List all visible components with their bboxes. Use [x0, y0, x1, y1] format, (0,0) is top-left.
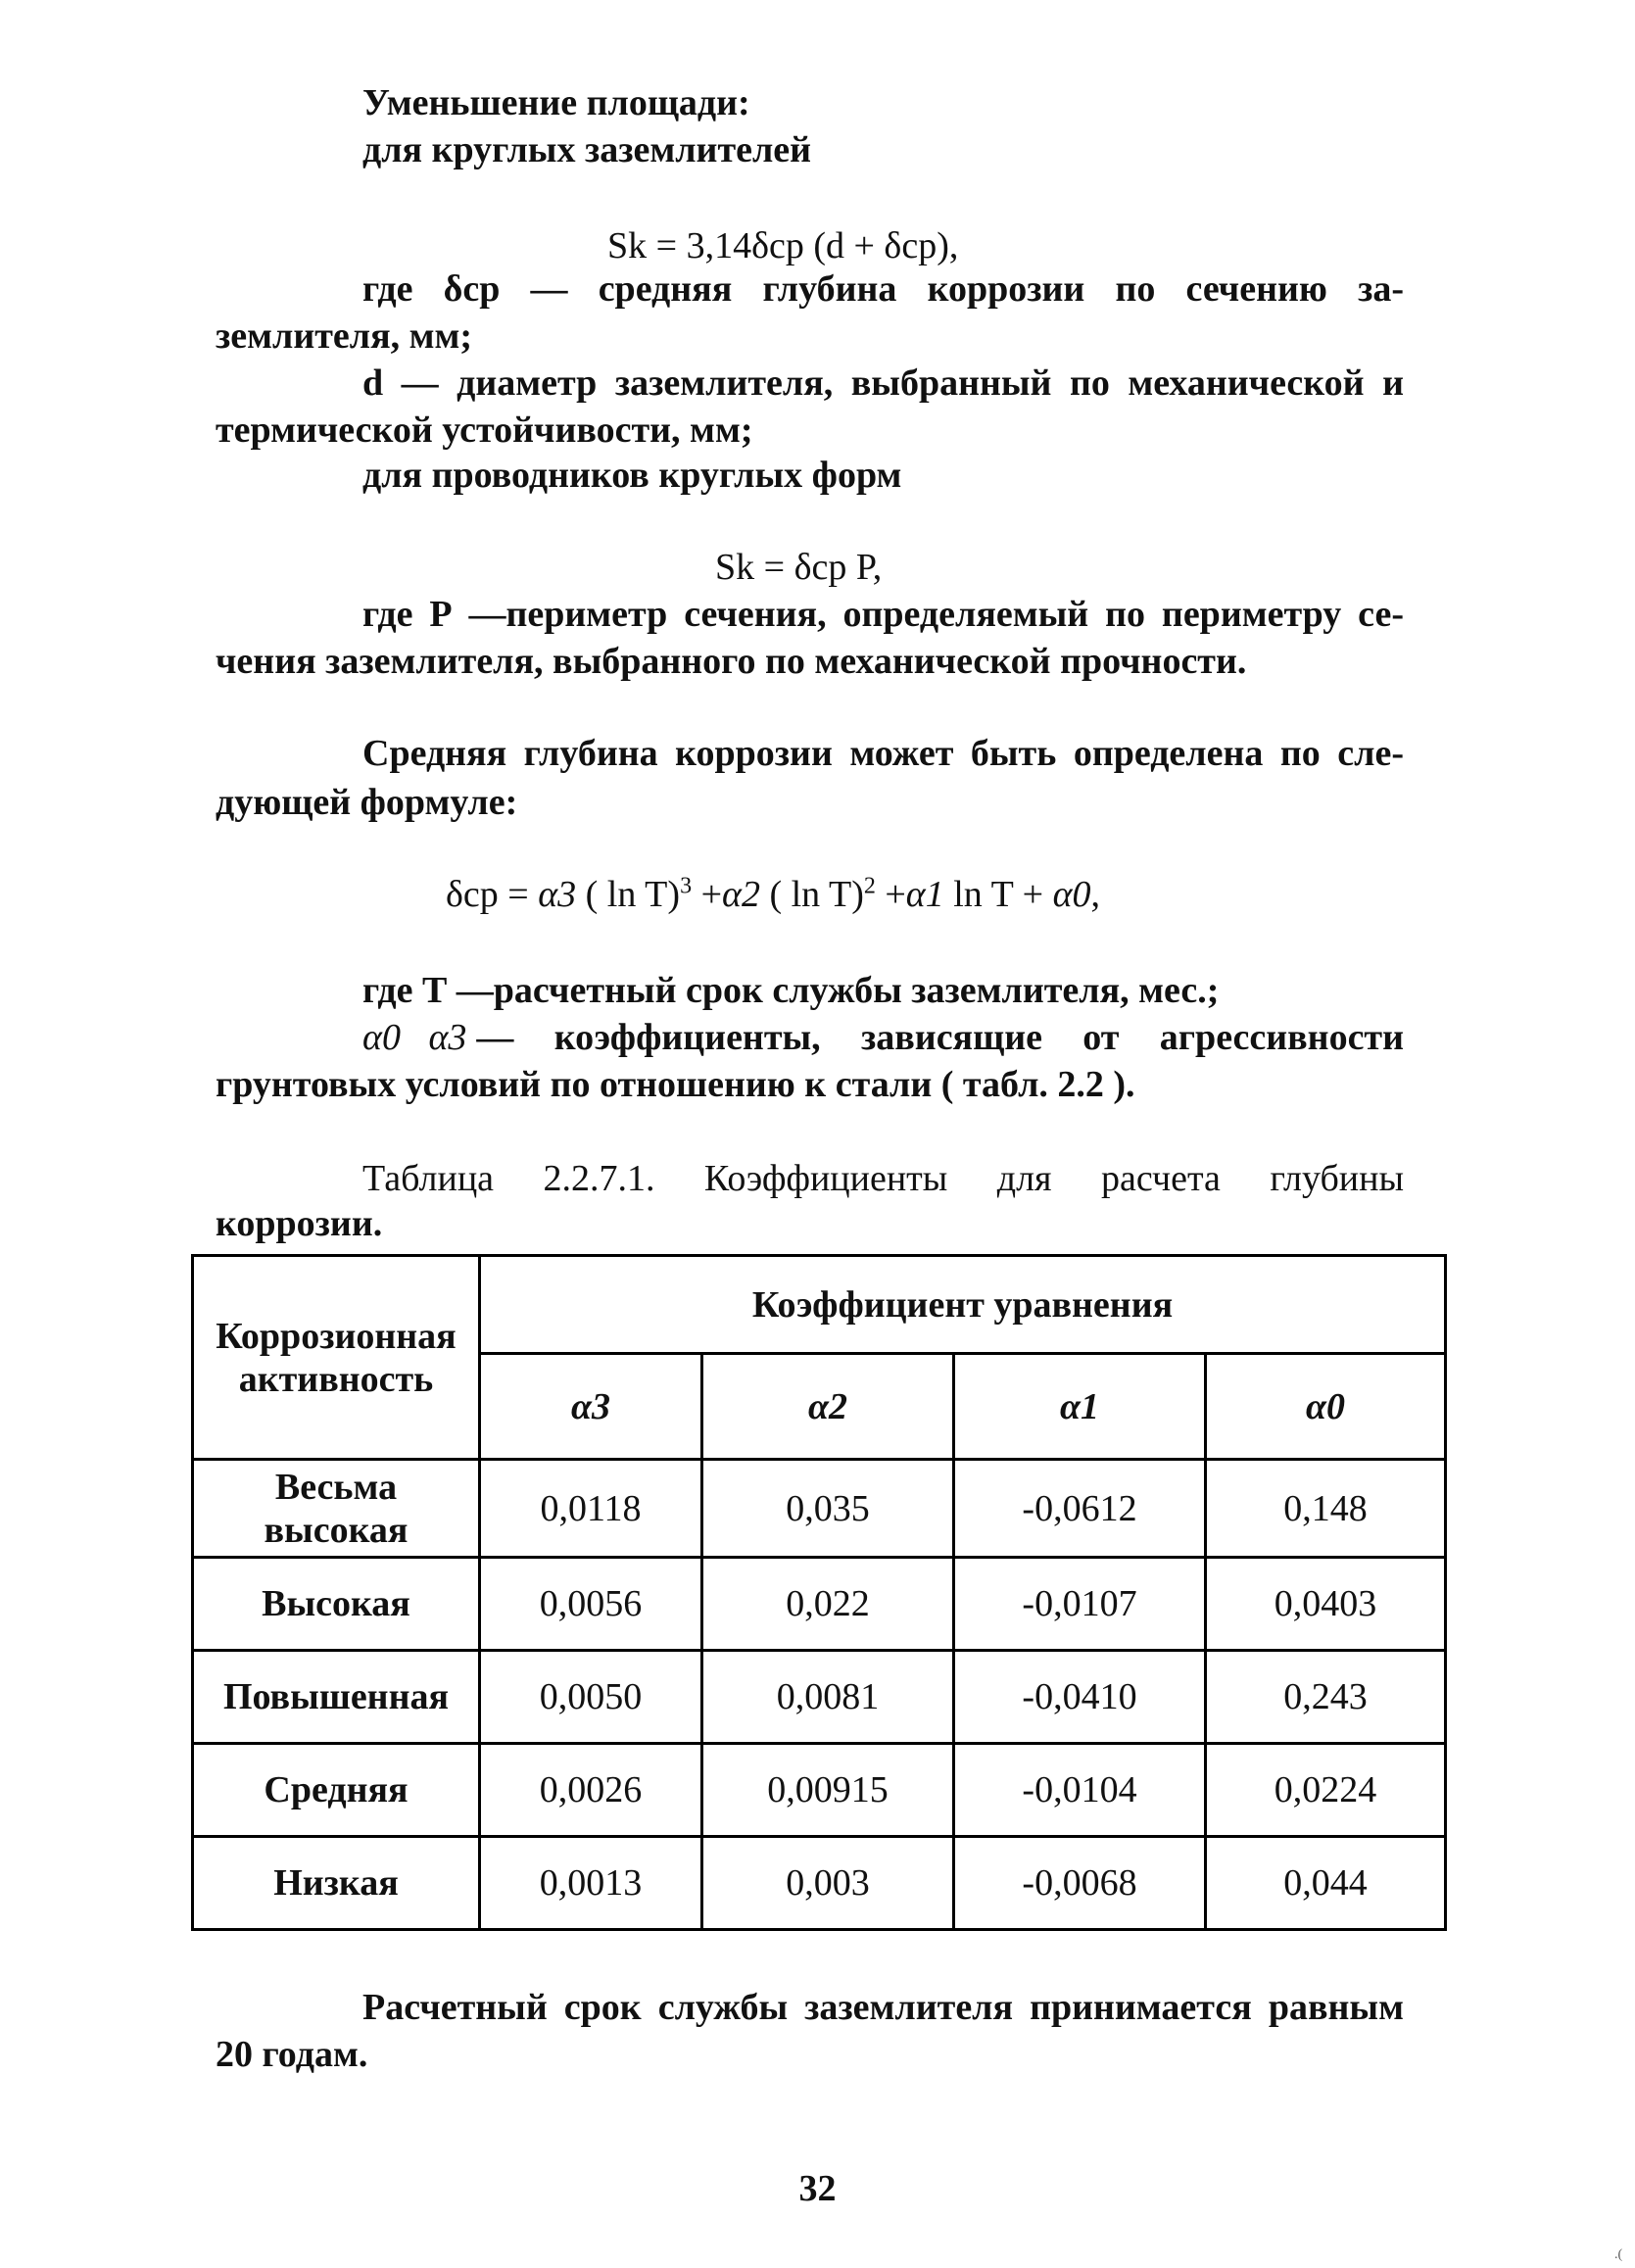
row-label: Высокая — [193, 1558, 480, 1651]
table-cell: 0,0026 — [480, 1744, 702, 1837]
row-label: Средняя — [193, 1744, 480, 1837]
table-cell: 0,003 — [702, 1837, 954, 1930]
header-coef-group: Коэффициент уравнения — [480, 1256, 1446, 1354]
text-line: Уменьшение площади: — [362, 82, 750, 123]
coef-symbol: α0 — [362, 1017, 401, 1058]
table-cell: 0,00915 — [702, 1744, 954, 1837]
table-cell: 0,148 — [1206, 1460, 1446, 1558]
text-line: землителя, мм; — [216, 315, 473, 357]
table-cell: 0,0050 — [480, 1651, 702, 1744]
coef-symbol: α1 — [905, 874, 944, 915]
table-cell: -0,0104 — [954, 1744, 1206, 1837]
row-label: Низкая — [193, 1837, 480, 1930]
table-cell: 0,0403 — [1206, 1558, 1446, 1651]
formula-part: δср = — [446, 874, 539, 915]
table-cell: 0,243 — [1206, 1651, 1446, 1744]
formula-corrosion-depth — [446, 872, 1100, 917]
text-line: где Р —периметр сечения, определяемый по периметру се- — [362, 594, 1404, 635]
table-row — [193, 1460, 1446, 1558]
coef-symbol: α3 — [538, 874, 577, 915]
coef-header: α3 — [480, 1354, 702, 1460]
table-cell: 0,035 — [702, 1460, 954, 1558]
table-cell: 0,044 — [1206, 1837, 1446, 1930]
text-line: термической устойчивости, мм; — [216, 410, 753, 451]
table-cell: -0,0068 — [954, 1837, 1206, 1930]
text-line: для проводников круглых форм — [362, 455, 902, 496]
table-header-row — [193, 1256, 1446, 1354]
formula-part: ln T + — [943, 874, 1053, 915]
text-line: где δср — средняя глубина коррозии по сечению за- — [362, 268, 1404, 310]
row-label: Весьма высокая — [193, 1460, 480, 1558]
table-row — [193, 1744, 1446, 1837]
text-line: Расчетный срок службы заземлителя принимается равным — [362, 1987, 1404, 2028]
text-line: Средняя глубина коррозии может быть определена по сле- — [362, 733, 1404, 774]
coef-symbol: α0 — [1052, 874, 1091, 915]
formula-sk-round: Sk = 3,14δср (d + δср), — [607, 225, 959, 266]
coef-header: α0 — [1206, 1354, 1446, 1460]
row-label: Повышенная — [193, 1651, 480, 1744]
text-fragment: — коэффициенты, зависящие от агрессивности — [476, 1017, 1404, 1058]
text-line: d — диаметр заземлителя, выбранный по механической и — [362, 362, 1404, 404]
text-line: дующей формуле: — [216, 782, 518, 823]
text-line — [362, 1015, 1404, 1060]
table-cell: 0,0056 — [480, 1558, 702, 1651]
table-row — [193, 1558, 1446, 1651]
table-cell: 0,0013 — [480, 1837, 702, 1930]
formula-exponent: 3 — [680, 873, 693, 899]
text-line: чения заземлителя, выбранного по механической прочности. — [216, 641, 1247, 682]
formula-part: + — [692, 874, 722, 915]
coef-symbol: α3 — [428, 1017, 467, 1058]
table-cell: -0,0410 — [954, 1651, 1206, 1744]
formula-part: ( ln T) — [576, 874, 681, 915]
text-line: где Т —расчетный срок службы заземлителя, мес.; — [362, 970, 1220, 1011]
table-row — [193, 1837, 1446, 1930]
coefficient-table — [191, 1254, 1447, 1931]
coef-header: α2 — [702, 1354, 954, 1460]
table-cell: 0,0118 — [480, 1460, 702, 1558]
table-caption: Таблица 2.2.7.1. Коэффициенты для расчета глубины — [362, 1158, 1404, 1199]
table-cell: 0,022 — [702, 1558, 954, 1651]
table-cell: -0,0612 — [954, 1460, 1206, 1558]
table-cell: -0,0107 — [954, 1558, 1206, 1651]
formula-part: + — [875, 874, 906, 915]
formula-sk-perimeter: Sk = δср P, — [715, 547, 883, 588]
text-line: для круглых заземлителей — [362, 129, 812, 170]
coef-symbol: α2 — [722, 874, 760, 915]
text-line: грунтовых условий по отношению к стали ( табл. 2.2 ). — [216, 1064, 1135, 1105]
table-cell: 0,0224 — [1206, 1744, 1446, 1837]
formula-part: ( ln T) — [759, 874, 864, 915]
coef-legend — [362, 1015, 466, 1060]
text-line: 20 годам. — [216, 2034, 368, 2075]
table-cell: 0,0081 — [702, 1651, 954, 1744]
header-corrosion-activity: Коррозионная активность — [193, 1256, 480, 1460]
formula-part: , — [1090, 874, 1101, 915]
page-number: 32 — [798, 2168, 837, 2209]
scan-artifact-mark: .( — [1614, 2247, 1623, 2262]
table-row — [193, 1651, 1446, 1744]
coef-header: α1 — [954, 1354, 1206, 1460]
table-caption-cont: коррозии. — [216, 1203, 383, 1244]
formula-exponent: 2 — [863, 873, 876, 899]
